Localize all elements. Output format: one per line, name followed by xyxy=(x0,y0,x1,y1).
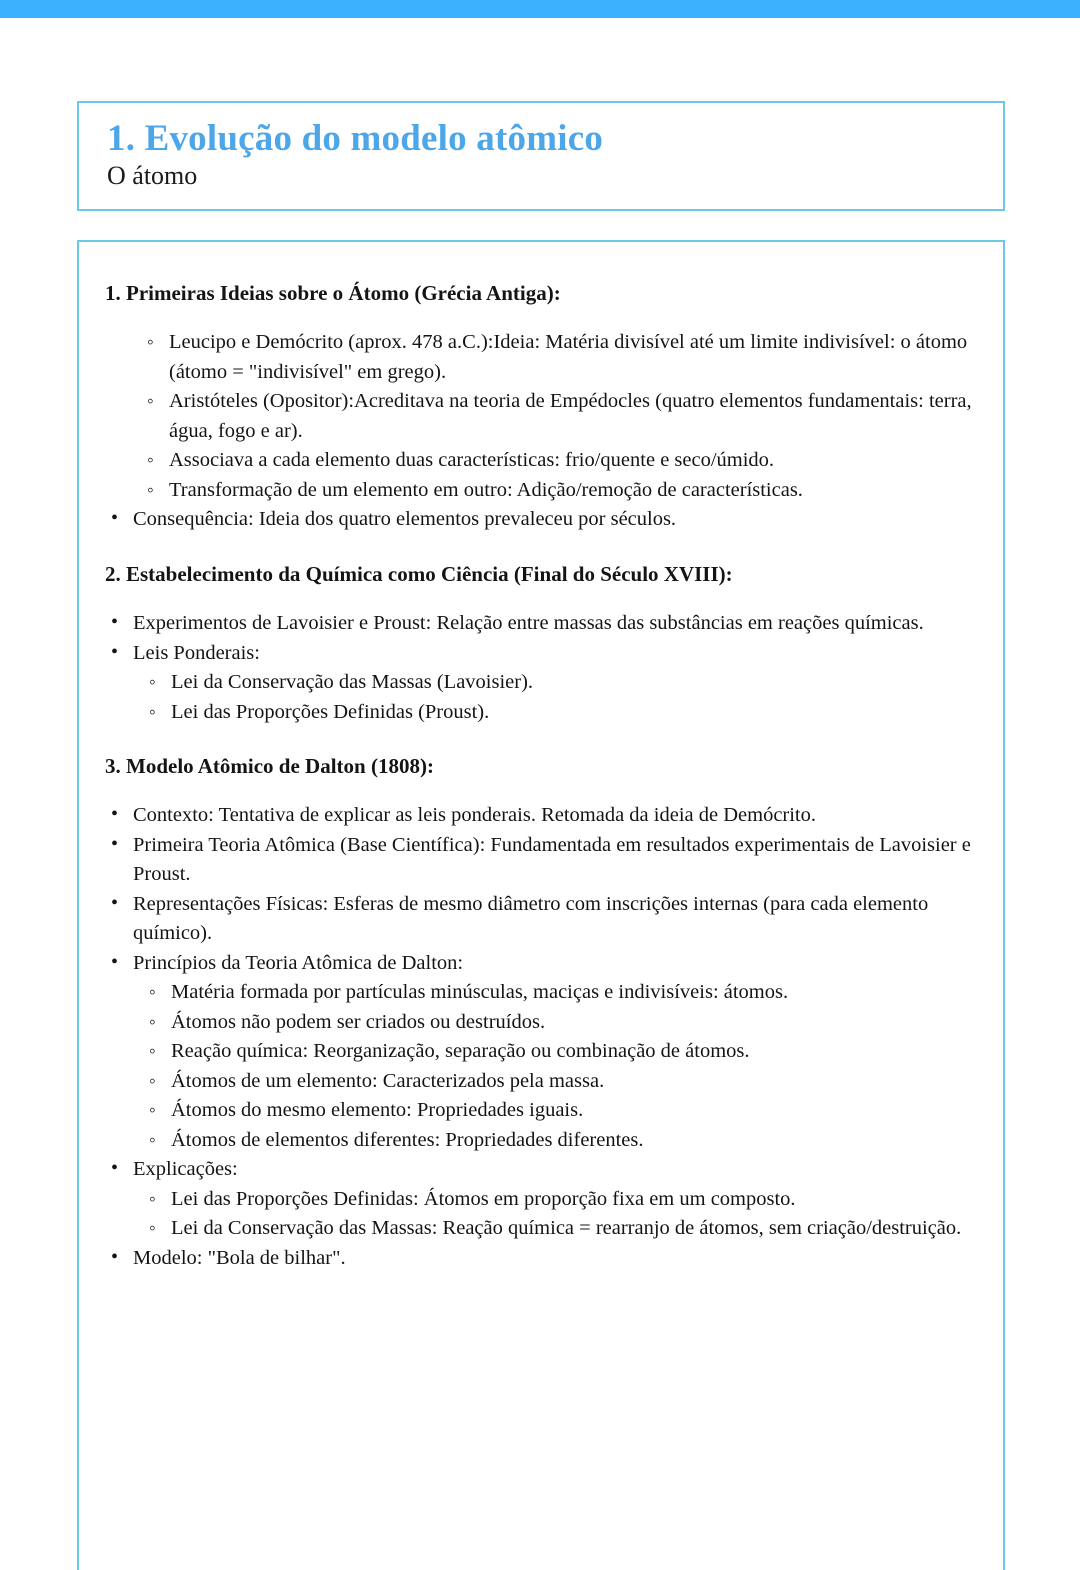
content-card xyxy=(77,240,1005,1570)
sub-bullet-list-explanations xyxy=(133,1185,979,1244)
top-accent-bar xyxy=(0,0,1080,18)
sub-bullet-list xyxy=(133,668,979,727)
list-item: ◦ Átomos de um elemento: Caracterizados pela massa. xyxy=(133,1067,979,1097)
list-item xyxy=(105,1155,979,1244)
list-item: ◦ Lei da Conservação das Massas: Reação química = rearranjo de átomos, sem criação/destruição. xyxy=(133,1214,979,1244)
list-item: ◦ Transformação de um elemento em outro: Adição/remoção de características. xyxy=(105,476,979,506)
list-item-label: Explicações: xyxy=(133,1158,238,1181)
list-item: • Modelo: "Bola de bilhar". xyxy=(105,1244,979,1274)
section-heading: 2. Estabelecimento da Química como Ciência (Final do Século XVIII): xyxy=(105,561,733,586)
list-item: ◦ Matéria formada por partículas minúsculas, maciças e indivisíveis: átomos. xyxy=(133,978,979,1008)
bullet-list xyxy=(105,609,979,727)
sub-bullet-list xyxy=(105,328,979,505)
list-item: ◦ Lei da Conservação das Massas (Lavoisier). xyxy=(133,668,979,698)
list-item xyxy=(105,639,979,728)
list-item: • Primeira Teoria Atômica (Base Científica): Fundamentada em resultados experimentais de Lavoisier e Proust. xyxy=(105,831,979,890)
list-item: • Representações Físicas: Esferas de mesmo diâmetro com inscrições internas (para cada elemento químico). xyxy=(105,890,979,949)
list-item-label: Princípios da Teoria Atômica de Dalton: xyxy=(133,951,464,974)
list-item: • Consequência: Ideia dos quatro elementos prevaleceu por séculos. xyxy=(105,505,979,535)
list-item xyxy=(105,949,979,1156)
list-item: ◦ Lei das Proporções Definidas: Átomos em proporção fixa em um composto. xyxy=(133,1185,979,1215)
list-item: ◦ Aristóteles (Opositor):Acreditava na teoria de Empédocles (quatro elementos fundamentais: terra, água, fogo e ar). xyxy=(105,387,979,446)
title-card xyxy=(77,101,1005,211)
section-heading: 1. Primeiras Ideias sobre o Átomo (Grécia Antiga): xyxy=(105,281,561,305)
list-item: ◦ Reação química: Reorganização, separação ou combinação de átomos. xyxy=(133,1037,979,1067)
list-item: ◦ Lei das Proporções Definidas (Proust). xyxy=(133,698,979,728)
list-item: ◦ Associava a cada elemento duas características: frio/quente e seco/úmido. xyxy=(105,446,979,476)
page-subtitle: O átomo xyxy=(107,161,198,190)
list-item: ◦ Átomos do mesmo elemento: Propriedades iguais. xyxy=(133,1096,979,1126)
sub-bullet-list-principles xyxy=(133,978,979,1155)
section-modelo-dalton xyxy=(105,753,979,1273)
list-item: • Experimentos de Lavoisier e Proust: Relação entre massas das substâncias em reações químicas. xyxy=(105,609,979,639)
bullet-list xyxy=(105,505,979,535)
list-item: ◦ Átomos de elementos diferentes: Propriedades diferentes. xyxy=(133,1126,979,1156)
list-item: ◦ Átomos não podem ser criados ou destruídos. xyxy=(133,1008,979,1038)
page-title: 1. Evolução do modelo atômico xyxy=(107,118,604,159)
list-item-label: Leis Ponderais: xyxy=(133,641,260,664)
section-primeiras-ideias xyxy=(105,280,979,535)
bullet-list xyxy=(105,801,979,1273)
section-estabelecimento-quimica xyxy=(105,561,979,727)
list-item: • Contexto: Tentativa de explicar as leis ponderais. Retomada da ideia de Demócrito. xyxy=(105,801,979,831)
section-heading: 3. Modelo Atômico de Dalton (1808): xyxy=(105,754,434,778)
list-item: ◦ Leucipo e Demócrito (aprox. 478 a.C.):Ideia: Matéria divisível até um limite indivisível: o átomo (átomo = "indivisível" em grego). xyxy=(105,328,979,387)
